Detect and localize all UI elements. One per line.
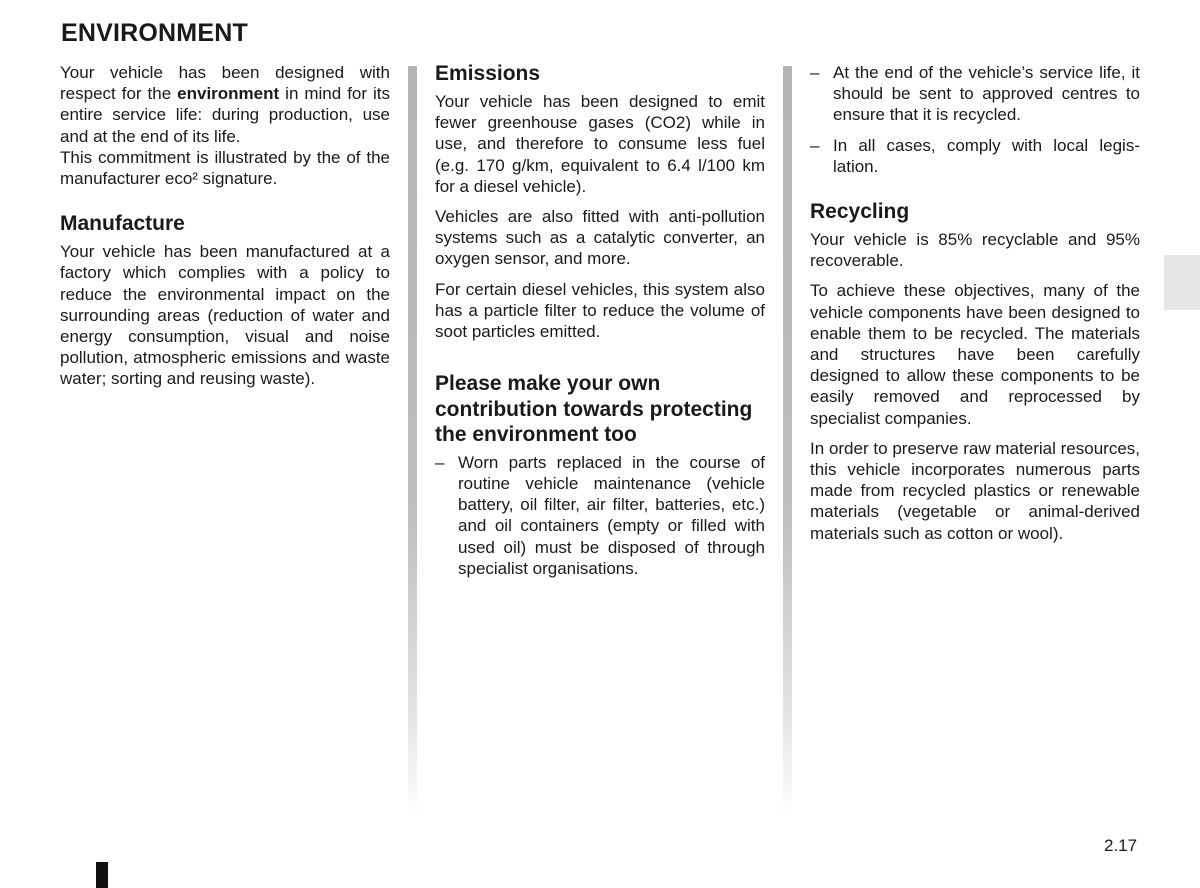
recycling-paragraph-1: Your vehicle is 85% recyclable and 95% recoverable.	[810, 230, 1140, 271]
page-number: 2.17	[1104, 836, 1138, 855]
emissions-paragraph-1: Your vehicle has been designed to emit fewer greenhouse gases (CO2) while in use, and therefore to consume less fuel (e.g. 170 g/km, equivalent to 6.4 l/100 km for a diesel vehicle).	[435, 92, 765, 196]
column-right	[810, 62, 1140, 553]
dash-marker: –	[435, 452, 445, 472]
list-item: – At the end of the vehicle’s service life, it should be sent to approved centres to ensure that it is recycled.	[810, 63, 1140, 125]
chapter-tab	[1164, 255, 1200, 310]
environment-keyword: environment	[177, 84, 280, 104]
emissions-heading: Emissions	[435, 62, 541, 85]
recycling-paragraph-2: To achieve these objectives, many of the vehicle components have been designed to enable them to be recycled. The materials and structures have been carefully designed to allow these components to be easily removed and reprocessed by specialist companies.	[810, 281, 1140, 428]
contribution-heading: Please make your own contribution towards protecting the environment too	[435, 372, 753, 447]
list-item: – In all cases, comply with local legislation.	[810, 135, 1140, 176]
emissions-paragraph-3: For certain diesel vehicles, this system also has a particle filter to reduce the volume of soot particles emitted.	[435, 279, 765, 342]
page-title: ENVIRONMENT	[61, 19, 248, 47]
contribution-list	[435, 452, 765, 579]
recycling-paragraph-3: In order to preserve raw material resources, this vehicle incorporates numerous parts made from recycled plastics or renewable materials (vegetable or animal-derived materials such as cotton or wool).	[810, 438, 1140, 543]
emissions-paragraph-2: Vehicles are also fitted with anti-pollution systems such as a catalytic converter, an oxygen sensor, and more.	[435, 207, 765, 269]
dash-marker: –	[810, 63, 820, 82]
intro-paragraph: Your vehicle has been designed with respect for the environment in mind for its entire service life: during production, use and at the end of its life.	[60, 63, 391, 146]
manufacture-paragraph: Your vehicle has been manufactured at a factory which complies with a policy to reduce the environmental impact on the surrounding areas (reduction of water and energy consumption, visual and noise pollution, atmospheric emissions and waste water; sorting and reusing waste).	[60, 242, 390, 389]
corner-mark	[96, 862, 108, 888]
recycling-heading: Recycling	[810, 200, 910, 224]
column-divider-left	[408, 66, 417, 818]
intro-paragraph-2: This commitment is illustrated by the of the manufacturer eco² signature.	[60, 147, 390, 189]
disposal-list	[810, 62, 1140, 177]
column-left	[60, 62, 390, 399]
column-middle	[435, 62, 765, 588]
column-divider-right	[783, 66, 792, 818]
dash-marker: –	[810, 135, 820, 155]
list-item: – Worn parts replaced in the course of routine vehicle maintenance (vehicle battery, oil filter, air filter, batteries, etc.) and oil containers (empty or filled with used oil) must be disposed of through specialist organisations.	[435, 452, 765, 578]
manufacture-heading: Manufacture	[60, 212, 185, 236]
